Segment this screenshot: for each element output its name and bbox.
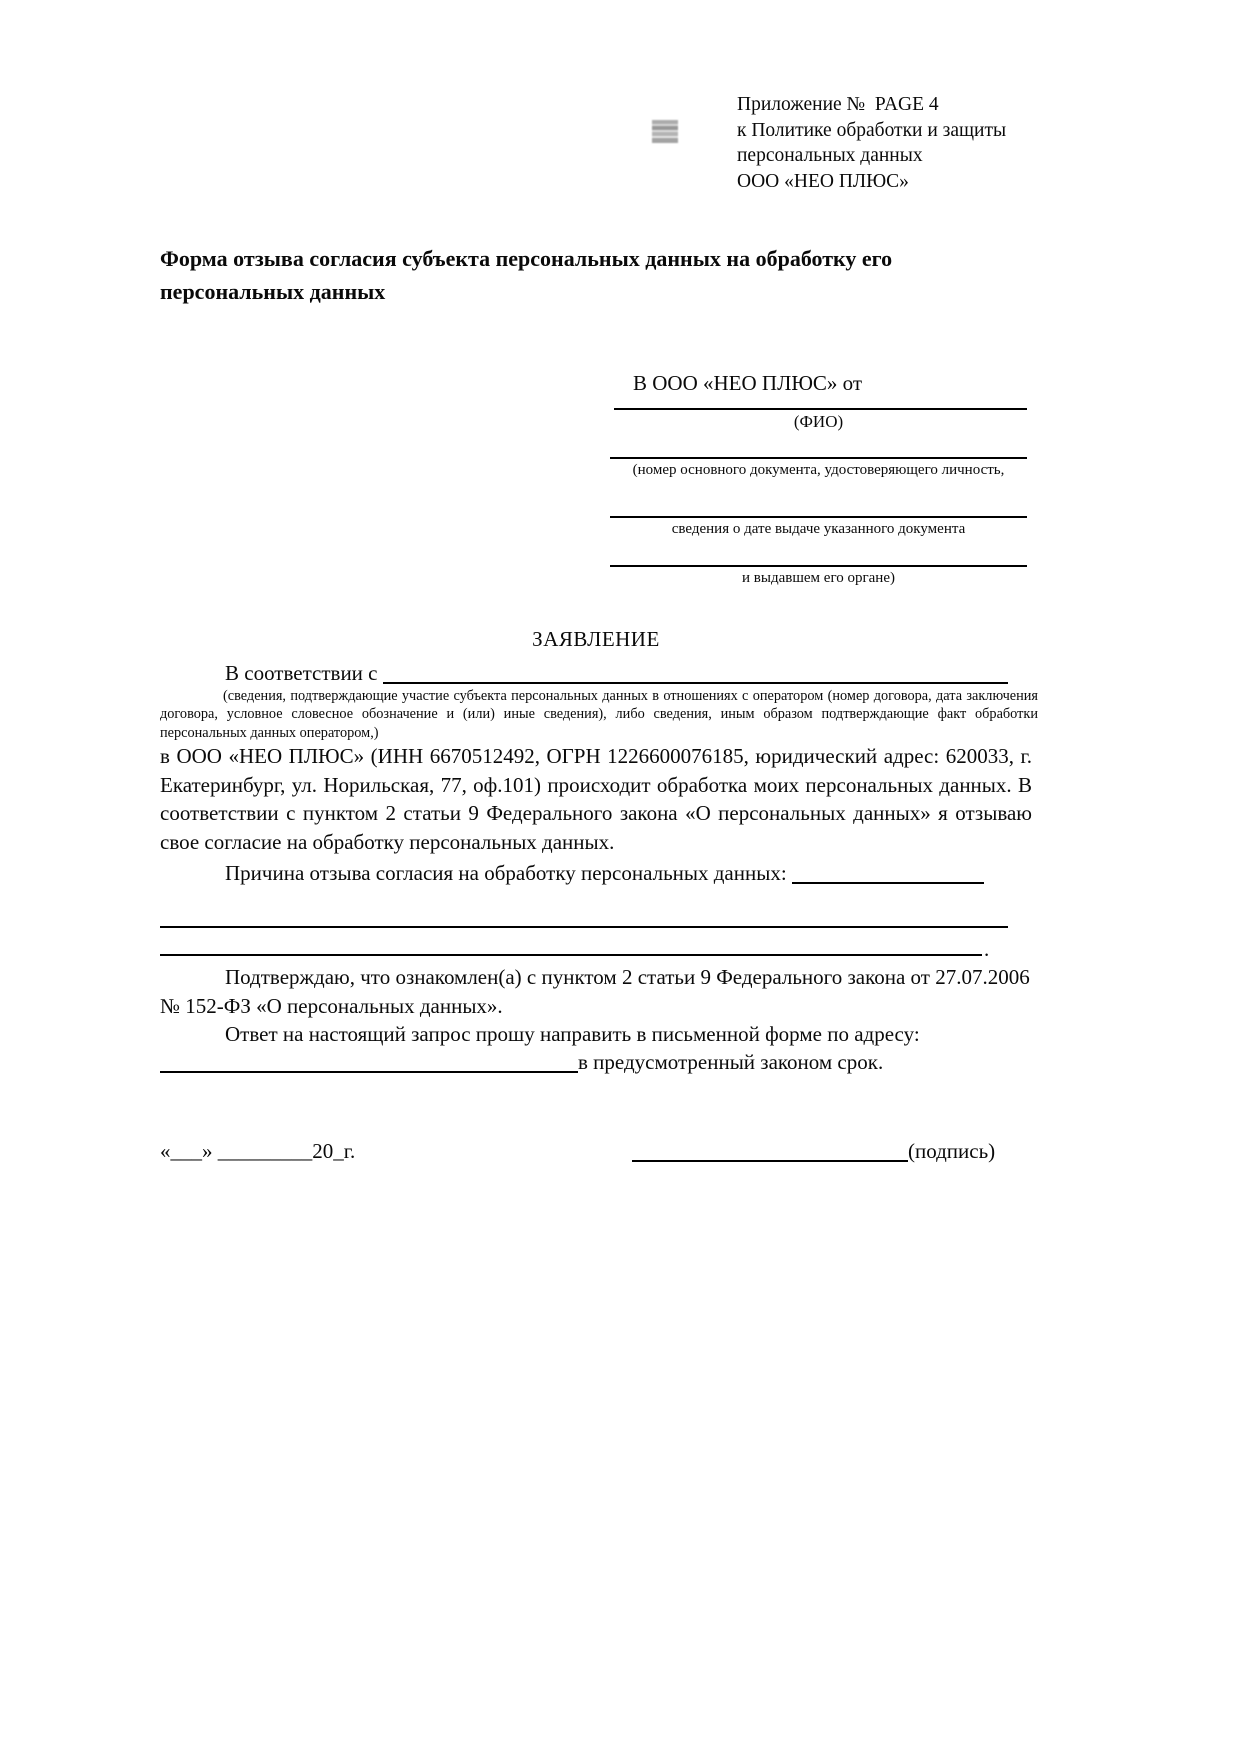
reply-tail: в предусмотренный законом срок.	[578, 1050, 884, 1074]
document-number-blank-line	[610, 457, 1027, 459]
reason-blank-line-2	[160, 954, 982, 956]
header-note-line: Приложение № PAGE 4	[737, 94, 939, 115]
issue-date-blank-line	[610, 516, 1027, 518]
footnote-text: (сведения, подтверждающие участие субъекта персональных данных в отношениях с оператором (номер договора, дата заключения договора, условное словесное обозначение и (или) иные сведения), либо сведения, иным образом подтверждающие факт обработки персональных данных оператором,)	[160, 688, 1038, 741]
address-line	[160, 1048, 1032, 1077]
reason-blank-line-1	[160, 926, 1008, 928]
addressee-to-line: В ООО «НЕО ПЛЮС» от	[633, 371, 863, 395]
reply-paragraph: Ответ на настоящий запрос прошу направить в письменной форме по адресу:	[225, 1022, 920, 1046]
accordance-blank-line	[383, 661, 1008, 684]
fio-blank-line	[614, 408, 1027, 410]
signature-blank-line	[632, 1139, 908, 1162]
header-note-line: ООО «НЕО ПЛЮС»	[737, 170, 909, 192]
issuing-authority-caption: и выдавшем его органе)	[742, 570, 895, 586]
header-note-line: к Политике обработки и защиты	[737, 119, 1007, 141]
statement-heading: ЗАЯВЛЕНИЕ	[532, 627, 660, 651]
page-title: Форма отзыва согласия субъекта персональных данных на обработку его персональных данных	[160, 246, 893, 304]
confirmation-paragraph: Подтверждаю, что ознакомлен(а) с пунктом 2 статьи 9 Федерального закона от 27.07.2006 № 152-ФЗ «О персональных данных».	[160, 965, 1030, 1018]
accordance-line	[160, 659, 1032, 688]
blurred-artifact-icon	[652, 120, 678, 143]
date-field: «___» _________20_г.	[160, 1139, 356, 1163]
issuing-authority-blank-line	[610, 565, 1027, 567]
document-number-caption: (номер основного документа, удостоверяющего личность,	[632, 462, 1005, 478]
main-paragraph: в ООО «НЕО ПЛЮС» (ИНН 6670512492, ОГРН 1226600076185, юридический адрес: 620033, г. Екатеринбург, ул. Норильская, 77, оф.101) происходит обработка моих персональных данных. В соответствии с пунктом 2 статьи 9 Федерального закона «О персональных данных» я отзываю свое согласие на обработку персональных данных.	[160, 744, 1032, 854]
header-note	[737, 92, 1037, 194]
address-blank-line	[160, 1050, 578, 1073]
accordance-prefix: В соответствии с	[225, 661, 378, 685]
header-note-line: персональных данных	[737, 145, 923, 166]
fio-caption: (ФИО)	[793, 412, 844, 431]
issue-date-caption: сведения о дате выдаче указанного документа	[671, 521, 966, 537]
trailing-period: .	[984, 937, 990, 961]
signature-row	[632, 1139, 995, 1164]
reason-line	[160, 859, 1032, 888]
signature-caption: (подпись)	[908, 1139, 996, 1163]
reason-blank-inline	[792, 861, 984, 884]
reason-label: Причина отзыва согласия на обработку персональных данных:	[225, 861, 787, 885]
